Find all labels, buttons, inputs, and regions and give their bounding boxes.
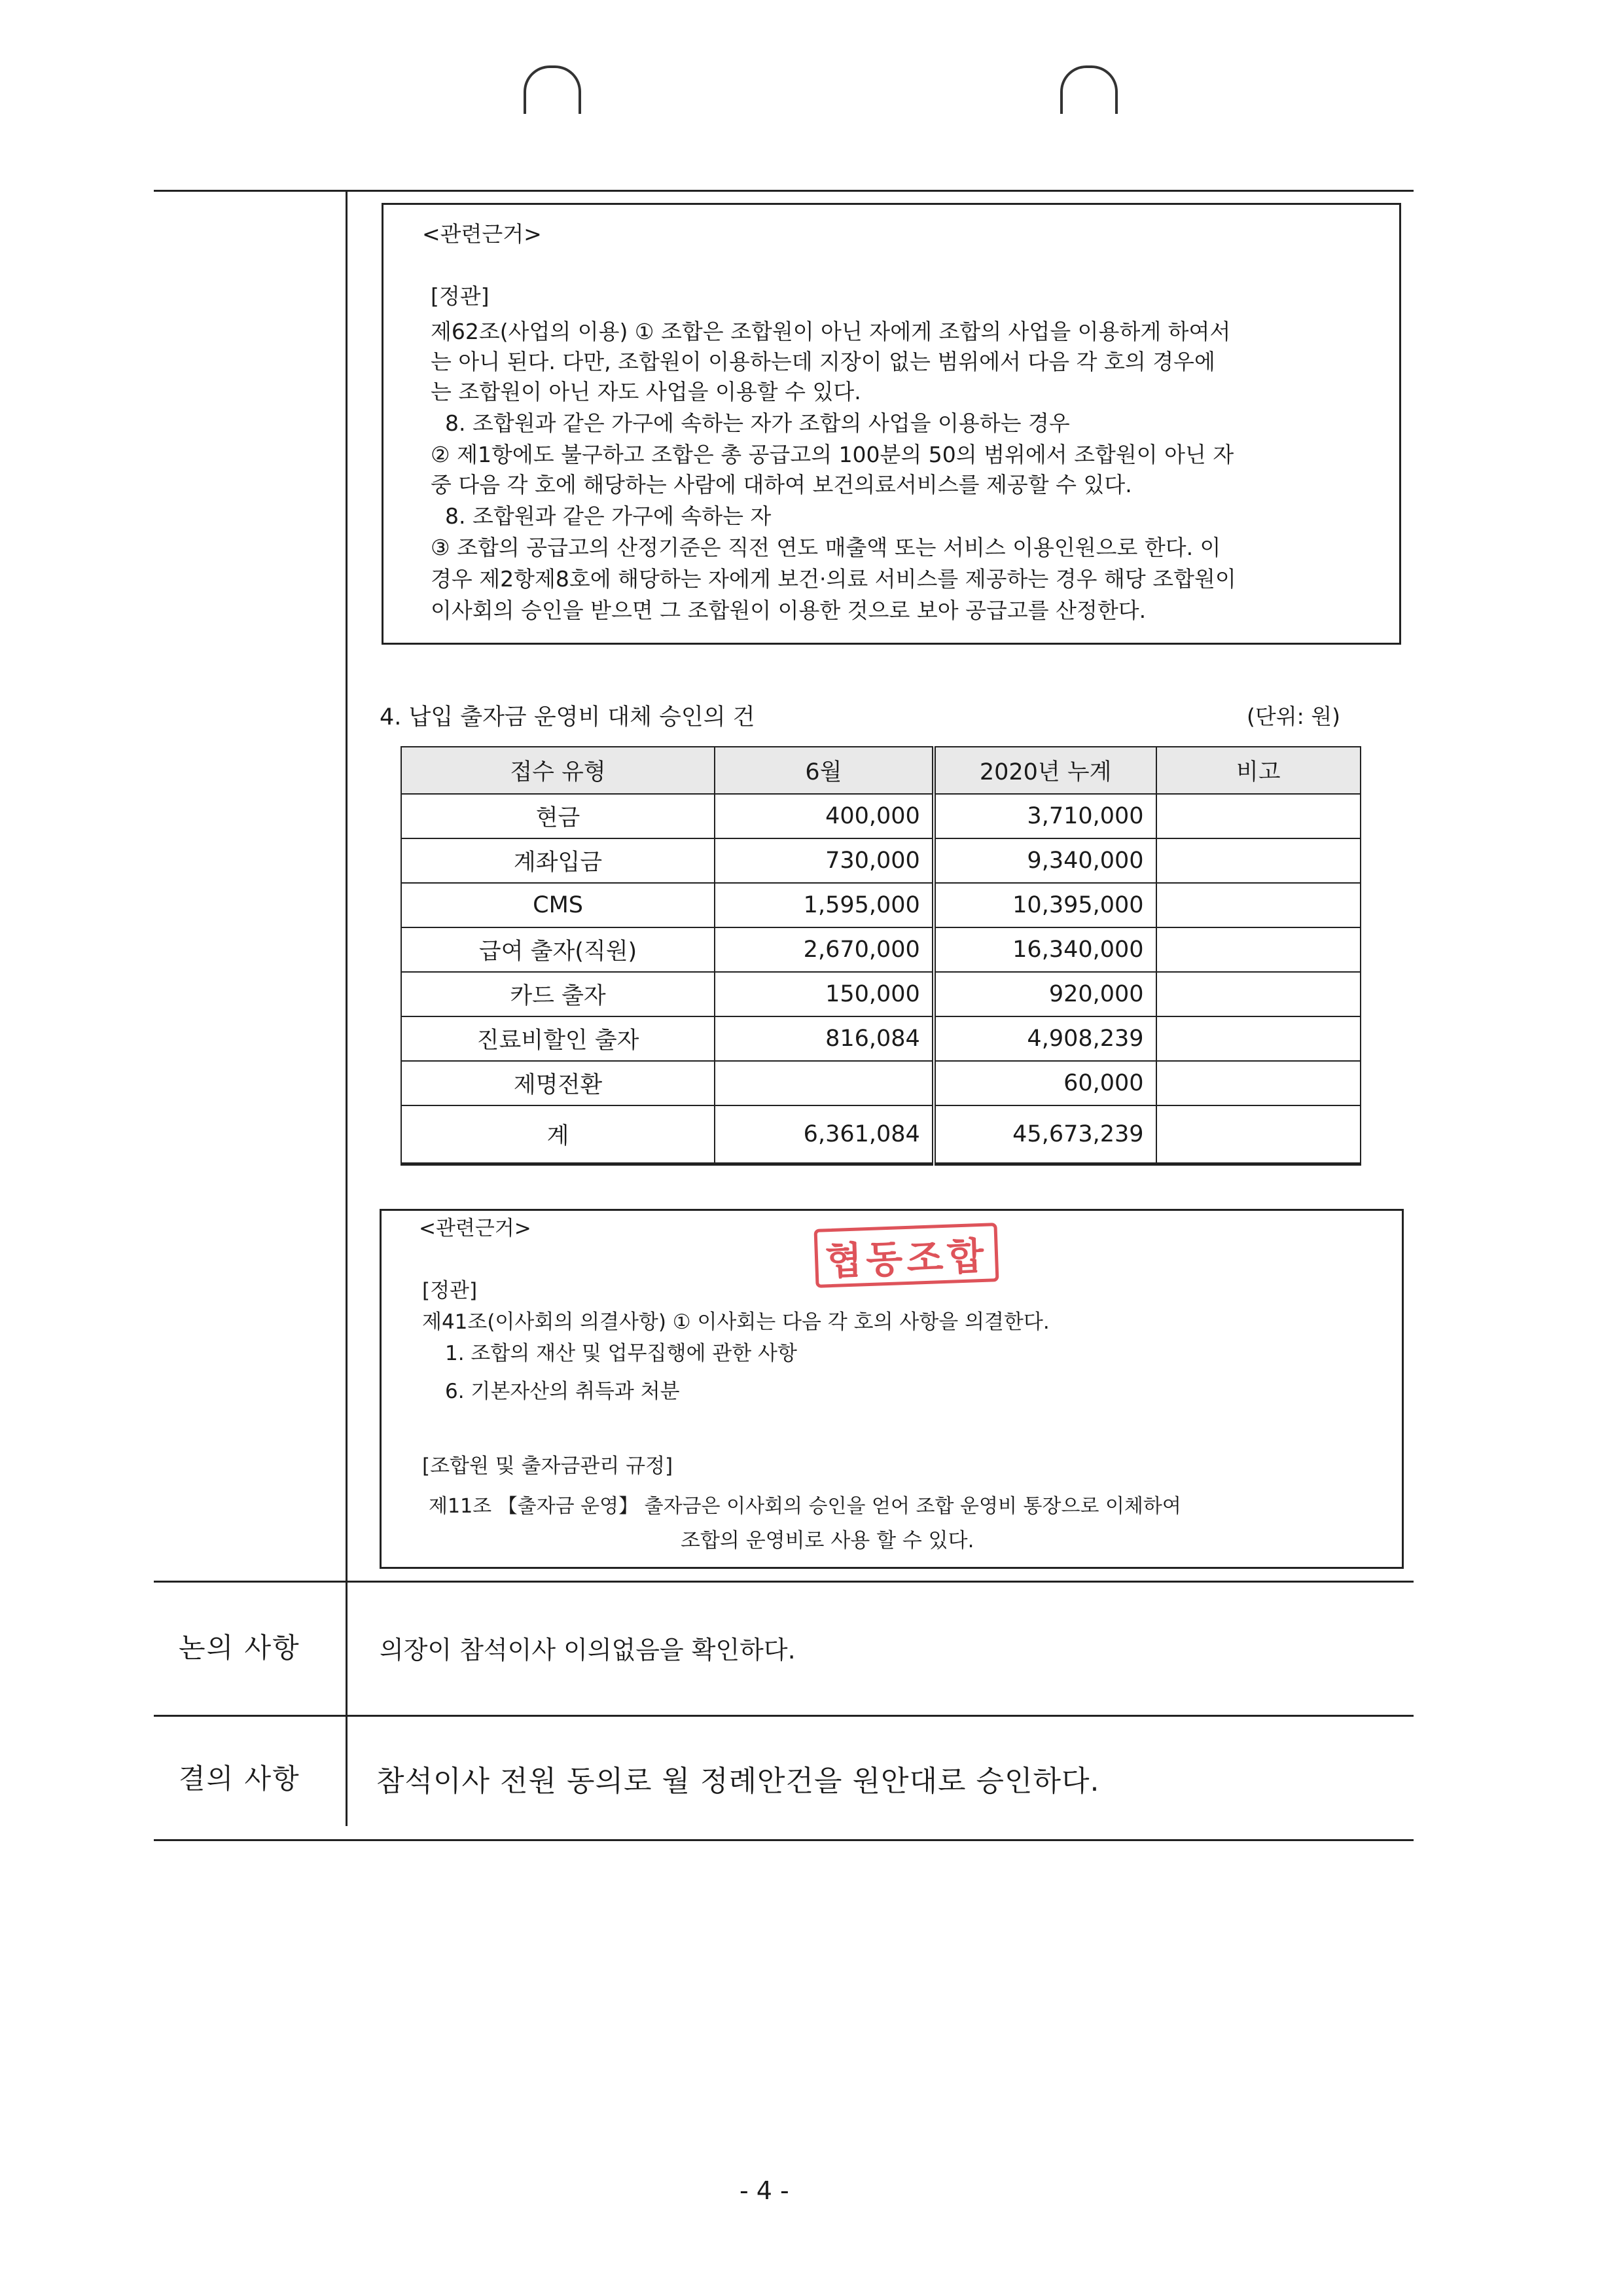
box1-line-3: 는 조합원이 아닌 자도 사업을 이용할 수 있다.	[431, 379, 861, 404]
cell-ytd: 9,340,000	[934, 838, 1156, 883]
cell-type: 카드 출자	[401, 972, 715, 1016]
table-row	[401, 794, 1361, 838]
box2-sub: [정관]	[422, 1279, 478, 1302]
cell-type: 제명전환	[401, 1061, 715, 1105]
total-type: 계	[401, 1105, 715, 1164]
header-june: 6월	[715, 747, 934, 794]
box1-line-10: 이사회의 승인을 받으면 그 조합원이 이용한 것으로 보아 공급고를 산정한다.	[431, 598, 1147, 623]
punch-hole-right	[1060, 65, 1118, 114]
box1-line-5: ② 제1항에도 불구하고 조합은 총 공급고의 100분의 50의 범위에서 조합원이 아닌 자	[431, 442, 1234, 467]
cell-june: 2,670,000	[715, 927, 934, 972]
cell-ytd: 4,908,239	[934, 1016, 1156, 1061]
cell-type: 진료비할인 출자	[401, 1016, 715, 1061]
table-header-row	[401, 747, 1361, 794]
box1-line-9: 경우 제2항제8호에 해당하는 자에게 보건·의료 서비스를 제공하는 경우 해당 조합원이	[431, 566, 1236, 592]
cell-june: 150,000	[715, 972, 934, 1016]
row-divider-discussion	[154, 1581, 1414, 1583]
cell-june: 1,595,000	[715, 883, 934, 927]
box1-line-6: 중 다음 각 호에 해당하는 사람에 대하여 보건의료서비스를 제공할 수 있다.	[431, 472, 1132, 497]
row-divider-resolution	[154, 1715, 1414, 1717]
table-row	[401, 927, 1361, 972]
cell-type: CMS	[401, 883, 715, 927]
box2-rule-a: 제11조 【출자금 운영】 출자금은 이사회의 승인을 얻어 조합 운영비 통장으로 이체하여	[429, 1495, 1181, 1518]
cooperative-seal: 협동조합	[814, 1223, 999, 1288]
page-number: - 4 -	[740, 2176, 789, 2205]
box1-line-1: 제62조(사업의 이용) ① 조합은 조합원이 아닌 자에게 조합의 사업을 이용하게 하여서	[431, 319, 1231, 344]
discussion-content: 의장이 참석이사 이의없음을 확인하다.	[380, 1636, 796, 1664]
box1-line-7: 8. 조합원과 같은 가구에 속하는 자	[445, 503, 772, 529]
cell-type: 현금	[401, 794, 715, 838]
box2-item-1: 1. 조합의 재산 및 업무집행에 관한 사항	[445, 1342, 797, 1365]
punch-hole-left	[524, 65, 581, 114]
box1-line-2: 는 아니 된다. 다만, 조합원이 이용하는데 지장이 없는 범위에서 다음 각 호의 경우에	[431, 349, 1215, 374]
cell-ytd: 60,000	[934, 1061, 1156, 1105]
box1-sub: [정관]	[431, 283, 490, 309]
box1-line-4: 8. 조합원과 같은 가구에 속하는 자가 조합의 사업을 이용하는 경우	[445, 410, 1070, 436]
cell-ytd: 10,395,000	[934, 883, 1156, 927]
cell-june	[715, 1061, 934, 1105]
total-note	[1156, 1105, 1361, 1164]
cell-note	[1156, 927, 1361, 972]
cell-june: 400,000	[715, 794, 934, 838]
box2-sub-2: [조합원 및 출자금관리 규정]	[422, 1454, 673, 1478]
cell-type: 급여 출자(직원)	[401, 927, 715, 972]
resolution-label: 결의 사항	[179, 1763, 300, 1795]
unit-label: (단위: 원)	[1247, 704, 1340, 729]
box2-line-1: 제41조(이사회의 의결사항) ① 이사회는 다음 각 호의 사항을 의결한다.	[422, 1310, 1050, 1334]
table-row	[401, 1016, 1361, 1061]
table-bottom-rule	[154, 1839, 1414, 1841]
header-note: 비고	[1156, 747, 1361, 794]
cell-note	[1156, 1016, 1361, 1061]
total-june: 6,361,084	[715, 1105, 934, 1164]
table-row	[401, 1061, 1361, 1105]
cell-note	[1156, 972, 1361, 1016]
cell-note	[1156, 883, 1361, 927]
cell-note	[1156, 838, 1361, 883]
table-row	[401, 838, 1361, 883]
total-ytd: 45,673,239	[934, 1105, 1156, 1164]
cell-type: 계좌입금	[401, 838, 715, 883]
header-ytd: 2020년 누계	[934, 747, 1156, 794]
box2-rule-b: 조합의 운영비로 사용 할 수 있다.	[681, 1529, 974, 1552]
cell-june: 730,000	[715, 838, 934, 883]
cell-note	[1156, 794, 1361, 838]
box2-heading: <관련근거>	[419, 1217, 531, 1240]
header-type: 접수 유형	[401, 747, 715, 794]
resolution-content: 참석이사 전원 동의로 월 정례안건을 원안대로 승인하다.	[376, 1765, 1100, 1798]
table-top-rule	[154, 190, 1414, 192]
box1-line-8: ③ 조합의 공급고의 산정기준은 직전 연도 매출액 또는 서비스 이용인원으로 한다. 이	[431, 535, 1221, 560]
cell-ytd: 920,000	[934, 972, 1156, 1016]
cell-ytd: 3,710,000	[934, 794, 1156, 838]
cell-ytd: 16,340,000	[934, 927, 1156, 972]
section-title: 4. 납입 출자금 운영비 대체 승인의 건	[380, 704, 755, 730]
contribution-table	[401, 746, 1361, 1166]
cell-june: 816,084	[715, 1016, 934, 1061]
table-total-row	[401, 1105, 1361, 1164]
box2-item-6: 6. 기본자산의 취득과 처분	[445, 1380, 680, 1403]
box1-heading: <관련근거>	[422, 221, 542, 247]
cell-note	[1156, 1061, 1361, 1105]
discussion-label: 논의 사항	[179, 1632, 300, 1664]
table-row	[401, 883, 1361, 927]
table-row	[401, 972, 1361, 1016]
